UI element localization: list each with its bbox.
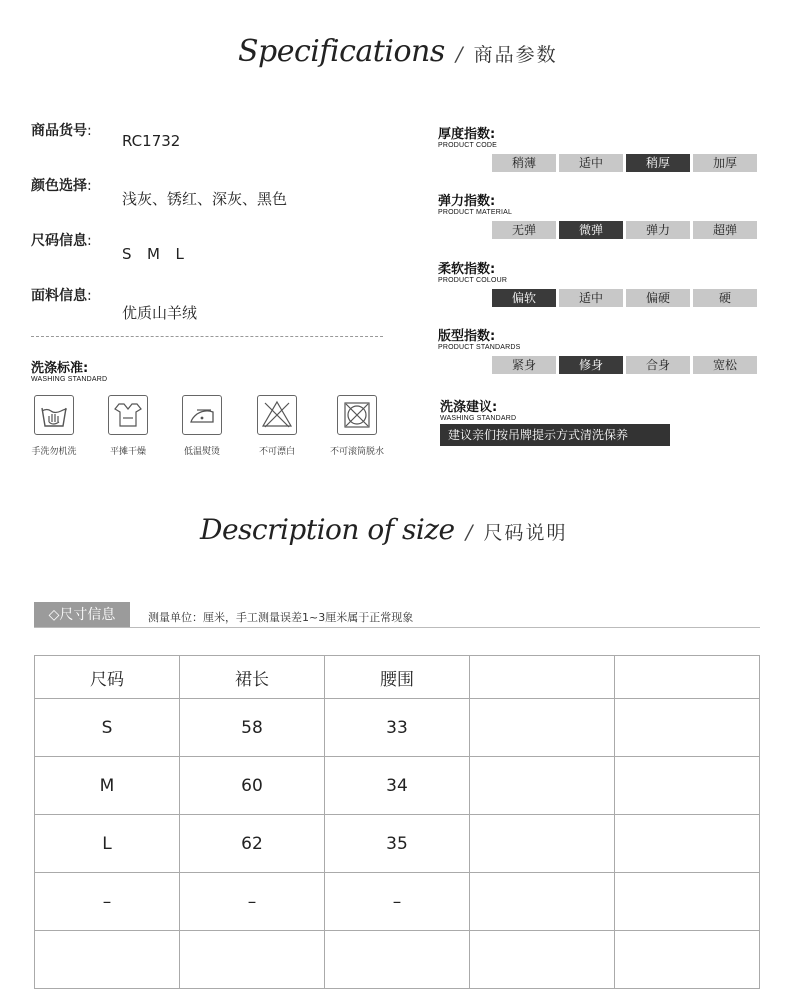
product-info-value-0: RC1732	[122, 132, 181, 150]
size-table	[34, 655, 760, 989]
index-row-elasticity	[492, 221, 760, 239]
index-option: 适中	[559, 154, 623, 172]
no-tumble-dry-icon	[337, 395, 377, 435]
index-option: 合身	[626, 356, 690, 374]
size-table-header	[615, 656, 760, 699]
size-heading-cn: 尺码说明	[483, 522, 568, 544]
index-title-elasticity: 弹力指数: PRODUCT MATERIAL	[438, 194, 513, 216]
product-info-value-3: 优质山羊绒	[122, 304, 198, 322]
table-cell	[35, 931, 180, 989]
table-cell	[325, 931, 470, 989]
size-info-tag: ◇尺寸信息	[34, 602, 130, 628]
specs-heading-script: Specifications	[238, 34, 445, 69]
index-option-selected: 微弹	[559, 221, 623, 239]
table-cell: S	[35, 699, 180, 757]
table-cell	[615, 699, 760, 757]
index-option: 偏硬	[626, 289, 690, 307]
iron-low-icon	[182, 395, 222, 435]
specs-heading-separator: /	[455, 42, 463, 66]
table-cell	[470, 815, 615, 873]
table-cell: –	[180, 873, 325, 931]
size-info-note: 测量单位：厘米，手工测量误差1~3厘米属于正常现象	[148, 611, 414, 624]
table-cell	[615, 757, 760, 815]
index-option-selected: 稍厚	[626, 154, 690, 172]
specs-heading	[238, 34, 558, 69]
divider-dashed	[31, 336, 383, 337]
index-option: 加厚	[693, 154, 757, 172]
product-info-value-2: S M L	[122, 245, 186, 263]
table-row	[35, 931, 760, 989]
size-table-header	[470, 656, 615, 699]
table-cell: 35	[325, 815, 470, 873]
table-cell: 62	[180, 815, 325, 873]
index-title-thickness: 厚度指数: PRODUCT CODE	[438, 127, 498, 149]
size-table-header: 尺码	[35, 656, 180, 699]
table-cell	[615, 873, 760, 931]
table-cell: M	[35, 757, 180, 815]
wash-item-no-bleach: 不可漂白	[242, 395, 312, 457]
table-cell	[615, 931, 760, 989]
index-option: 宽松	[693, 356, 757, 374]
product-info-label-2: 尺码信息:	[31, 233, 92, 249]
size-heading-script: Description of size	[200, 513, 455, 546]
table-row	[35, 873, 760, 931]
product-info-value-1: 浅灰、锈红、深灰、黑色	[122, 190, 288, 208]
size-table-header-row	[35, 656, 760, 699]
table-cell: –	[325, 873, 470, 931]
index-option-selected: 修身	[559, 356, 623, 374]
table-cell	[470, 873, 615, 931]
table-cell	[470, 931, 615, 989]
no-bleach-icon	[257, 395, 297, 435]
index-option: 紧身	[492, 356, 556, 374]
index-option-selected: 偏软	[492, 289, 556, 307]
index-option: 硬	[693, 289, 757, 307]
size-table-header: 腰围	[325, 656, 470, 699]
wash-item-dry-flat: 平摊干燥	[93, 395, 163, 457]
wash-advice-title: 洗涤建议: WASHING STANDARD	[440, 400, 517, 422]
product-info-label-1: 颜色选择:	[31, 178, 92, 194]
table-cell	[470, 757, 615, 815]
table-cell: –	[35, 873, 180, 931]
size-table-header: 裙长	[180, 656, 325, 699]
table-cell	[615, 815, 760, 873]
index-row-fit	[492, 356, 760, 374]
table-cell: 60	[180, 757, 325, 815]
index-option: 稍薄	[492, 154, 556, 172]
size-heading	[200, 513, 568, 546]
index-title-fit: 版型指数: PRODUCT STANDARDS	[438, 329, 521, 351]
index-row-softness	[492, 289, 760, 307]
product-info-label-3: 面料信息:	[31, 288, 92, 304]
wash-item-hand-wash: 手洗勿机洗	[19, 395, 89, 457]
table-cell	[470, 699, 615, 757]
table-cell: L	[35, 815, 180, 873]
specs-heading-cn: 商品参数	[473, 44, 558, 66]
table-row	[35, 757, 760, 815]
table-cell: 33	[325, 699, 470, 757]
index-option: 适中	[559, 289, 623, 307]
index-option: 弹力	[626, 221, 690, 239]
table-row	[35, 815, 760, 873]
index-option: 超弹	[693, 221, 757, 239]
table-row	[35, 699, 760, 757]
size-info-underline	[34, 627, 760, 628]
wash-advice-text: 建议亲们按吊牌提示方式清洗保养	[440, 424, 670, 446]
product-info-label-0: 商品货号:	[31, 123, 92, 139]
index-title-softness: 柔软指数: PRODUCT COLOUR	[438, 262, 508, 284]
table-cell: 58	[180, 699, 325, 757]
table-cell	[180, 931, 325, 989]
wash-item-no-tumble-dry: 不可滚筒脱水	[322, 395, 392, 457]
index-option: 无弹	[492, 221, 556, 239]
washing-standard-title: 洗涤标准: WASHING STANDARD	[31, 361, 108, 383]
wash-item-iron-low: 低温熨烫	[167, 395, 237, 457]
table-cell: 34	[325, 757, 470, 815]
size-heading-separator: /	[465, 520, 473, 544]
index-row-thickness	[492, 154, 760, 172]
hand-wash-icon	[34, 395, 74, 435]
dry-flat-icon	[108, 395, 148, 435]
